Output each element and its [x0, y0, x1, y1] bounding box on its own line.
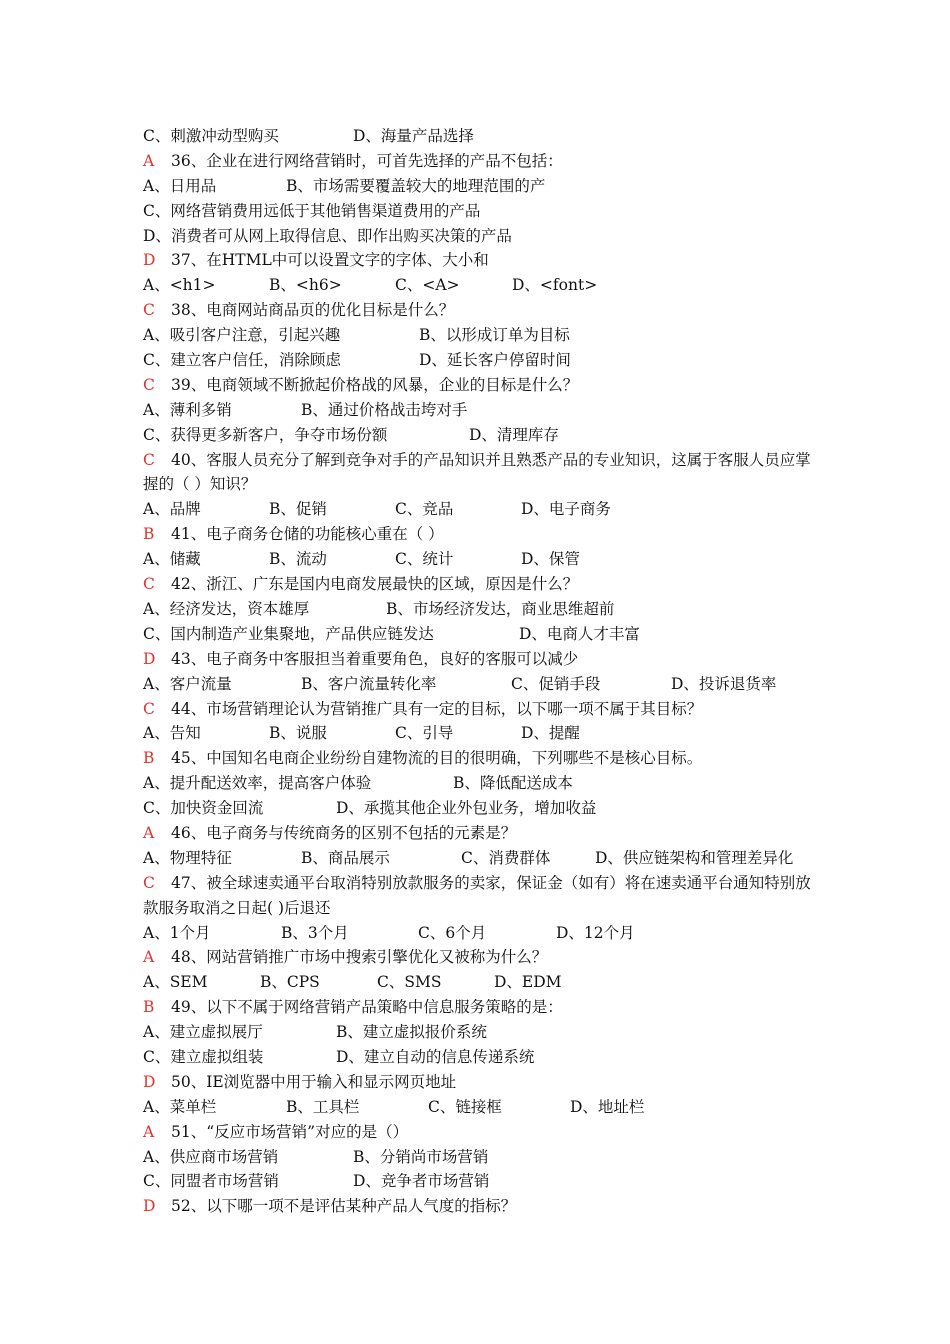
- option-choice: C、引导: [395, 724, 454, 743]
- answer-key: C: [143, 450, 155, 469]
- options-line: [143, 224, 813, 249]
- option-choice: D、建立自动的信息传递系统: [336, 1048, 535, 1067]
- option-choice: C、刺激冲动型购买: [143, 127, 279, 145]
- question-line: [143, 746, 813, 771]
- options-line: [143, 547, 813, 572]
- options-line: [143, 174, 813, 199]
- options-line: [143, 273, 813, 298]
- option-choice: C、SMS: [377, 973, 442, 992]
- question-line: [143, 697, 813, 722]
- option-choice: A、物理特征: [143, 848, 232, 867]
- question-line: [143, 448, 813, 498]
- option-choice: D、提醒: [521, 724, 580, 743]
- question-text: 46、电子商务与传统商务的区别不包括的元素是？: [171, 823, 517, 842]
- option-choice: B、通过价格战击垮对手: [301, 400, 468, 419]
- option-choice: D、EDM: [494, 973, 562, 992]
- option-choice: A、供应商市场营销: [143, 1147, 279, 1166]
- option-choice: B、商品展示: [301, 848, 390, 867]
- option-choice: D、地址栏: [570, 1097, 645, 1116]
- question-line: [143, 871, 813, 921]
- option-choice: D、投诉退货率: [671, 674, 777, 693]
- options-line: [143, 423, 813, 448]
- option-choice: A、菜单栏: [143, 1097, 217, 1116]
- question-line: [143, 373, 813, 398]
- question-text: 43、电子商务中客服担当着重要角色，良好的客服可以减少: [171, 649, 579, 668]
- question-line: [143, 149, 813, 174]
- answer-key: C: [143, 699, 155, 718]
- question-line: [143, 821, 813, 846]
- question-line: [143, 945, 813, 970]
- option-choice: C、竞品: [395, 500, 454, 519]
- option-choice: D、竞争者市场营销: [353, 1172, 490, 1191]
- question-text: 50、IE浏览器中用于输入和显示网页地址: [171, 1072, 457, 1091]
- question-line: [143, 1120, 813, 1145]
- question-line: [143, 572, 813, 597]
- answer-key: B: [143, 525, 155, 544]
- options-line: [143, 497, 813, 522]
- answer-key: C: [143, 301, 155, 320]
- question-text: 40、客服人员充分了解到竞争对手的产品知识并且熟悉产品的专业知识，这属于客服人员应掌握的（ ）知识？: [143, 450, 811, 494]
- options-line: [143, 1045, 813, 1070]
- option-choice: D、12个月: [556, 923, 635, 942]
- question-line: [143, 248, 813, 273]
- option-choice: C、获得更多新客户，争夺市场份额: [143, 425, 388, 444]
- question-line: [143, 298, 813, 323]
- answer-key: D: [143, 1197, 156, 1216]
- option-choice: B、工具栏: [286, 1097, 360, 1116]
- option-choice: D、供应链架构和管理差异化: [595, 848, 794, 867]
- answer-key: D: [143, 1072, 156, 1091]
- option-choice: A、储藏: [143, 550, 201, 569]
- question-line: [143, 1070, 813, 1095]
- options-line: [143, 622, 813, 647]
- option-choice: B、分销尚市场营销: [353, 1147, 489, 1166]
- options-line: [143, 597, 813, 622]
- question-text: 48、网站营销推广市场中搜索引擎优化又被称为什么？: [171, 948, 548, 967]
- option-choice: D、承揽其他企业外包业务，增加收益: [336, 799, 597, 818]
- option-choice: A、SEM: [143, 973, 208, 992]
- answer-key: C: [143, 873, 155, 892]
- question-text: 45、中国知名电商企业纷纷自建物流的目的很明确，下列哪些不是核心目标。: [171, 749, 703, 768]
- option-choice: C、网络营销费用远低于其他销售渠道费用的产品: [143, 201, 481, 220]
- question-line: [143, 647, 813, 672]
- question-text: 52、以下哪一项不是评估某种产品人气度的指标？: [171, 1197, 517, 1216]
- options-line: [143, 846, 813, 871]
- options-line: [143, 970, 813, 995]
- options-line: [143, 124, 813, 149]
- option-choice: C、6个月: [418, 923, 487, 942]
- option-choice: B、客户流量转化率: [301, 674, 437, 693]
- answer-key: A: [143, 151, 155, 170]
- option-choice: A、提升配送效率，提高客户体验: [143, 774, 372, 793]
- question-list: [143, 124, 813, 1219]
- option-choice: C、消费群体: [461, 848, 551, 867]
- option-choice: D、延长客户停留时间: [419, 351, 571, 370]
- options-line: [143, 1145, 813, 1170]
- answer-key: B: [143, 749, 155, 768]
- option-choice: C、促销手段: [511, 674, 601, 693]
- question-text: 49、以下不属于网络营销产品策略中信息服务策略的是：: [171, 998, 563, 1017]
- question-text: 37、在HTML中可以设置文字的字体、大小和: [171, 251, 489, 270]
- option-choice: D、清理库存: [469, 425, 559, 444]
- answer-key: A: [143, 1122, 155, 1141]
- option-choice: B、流动: [269, 550, 327, 569]
- options-line: [143, 672, 813, 697]
- option-choice: D、电子商务: [521, 500, 611, 519]
- options-line: [143, 921, 813, 946]
- answer-key: C: [143, 575, 155, 594]
- option-choice: C、<A>: [395, 276, 460, 295]
- option-choice: C、链接框: [428, 1097, 502, 1116]
- option-choice: B、市场经济发达，商业思维超前: [386, 599, 615, 618]
- option-choice: D、消费者可从网上取得信息、即作出购买决策的产品: [143, 226, 512, 245]
- question-line: [143, 522, 813, 547]
- option-choice: B、<h6>: [269, 276, 342, 295]
- option-choice: B、以形成订单为目标: [419, 326, 570, 345]
- option-choice: C、国内制造产业集聚地，产品供应链发达: [143, 624, 434, 643]
- question-text: 41、电子商务仓储的功能核心重在（ ）: [171, 525, 444, 544]
- options-line: [143, 323, 813, 348]
- option-choice: A、建立虚拟展厅: [143, 1023, 263, 1042]
- option-choice: B、降低配送成本: [453, 774, 573, 793]
- option-choice: A、品牌: [143, 500, 201, 519]
- option-choice: D、电商人才丰富: [519, 624, 640, 643]
- option-choice: C、建立虚拟组装: [143, 1048, 264, 1067]
- option-choice: B、CPS: [260, 973, 320, 992]
- option-choice: A、日用品: [143, 176, 217, 195]
- answer-key: D: [143, 251, 156, 270]
- option-choice: B、3个月: [281, 923, 349, 942]
- options-line: [143, 199, 813, 224]
- option-choice: B、建立虚拟报价系统: [336, 1023, 487, 1042]
- option-choice: A、薄利多销: [143, 400, 232, 419]
- options-line: [143, 348, 813, 373]
- options-line: [143, 1095, 813, 1120]
- options-line: [143, 1020, 813, 1045]
- option-choice: B、市场需要覆盖较大的地理范围的产: [286, 176, 546, 195]
- options-line: [143, 796, 813, 821]
- question-text: 36、企业在进行网络营销时，可首先选择的产品不包括：: [171, 151, 563, 170]
- options-line: [143, 771, 813, 796]
- option-choice: A、<h1>: [143, 276, 216, 295]
- option-choice: A、告知: [143, 724, 201, 743]
- question-text: 51、“反应市场营销”对应的是（）: [171, 1122, 409, 1141]
- question-line: [143, 995, 813, 1020]
- option-choice: D、<font>: [512, 276, 598, 295]
- options-line: [143, 398, 813, 423]
- option-choice: C、建立客户信任，消除顾虑: [143, 351, 341, 370]
- answer-key: A: [143, 948, 155, 967]
- option-choice: C、同盟者市场营销: [143, 1172, 279, 1191]
- question-text: 39、电商领域不断掀起价格战的风暴，企业的目标是什么？: [171, 375, 579, 394]
- options-line: [143, 721, 813, 746]
- question-text: 42、浙江、广东是国内电商发展最快的区域，原因是什么？: [171, 575, 579, 594]
- option-choice: A、客户流量: [143, 674, 232, 693]
- option-choice: B、说服: [269, 724, 327, 743]
- answer-key: B: [143, 998, 155, 1017]
- options-line: [143, 1169, 813, 1194]
- question-text: 38、电商网站商品页的优化目标是什么？: [171, 301, 455, 320]
- option-choice: A、吸引客户注意，引起兴趣: [143, 326, 341, 345]
- answer-key: A: [143, 823, 155, 842]
- option-choice: D、海量产品选择: [353, 127, 474, 145]
- option-choice: B、促销: [269, 500, 327, 519]
- option-choice: C、加快资金回流: [143, 799, 264, 818]
- question-line: [143, 1194, 813, 1219]
- option-choice: A、1个月: [143, 923, 211, 942]
- answer-key: D: [143, 649, 156, 668]
- option-choice: C、统计: [395, 550, 454, 569]
- answer-key: C: [143, 375, 155, 394]
- question-text: 47、被全球速卖通平台取消特别放款服务的卖家，保证金（如有）将在速卖通平台通知特别放款服务取消之日起( )后退还: [143, 873, 811, 917]
- option-choice: D、保管: [521, 550, 580, 569]
- question-text: 44、市场营销理论认为营销推广具有一定的目标，以下哪一项不属于其目标？: [171, 699, 703, 718]
- option-choice: A、经济发达，资本雄厚: [143, 599, 310, 618]
